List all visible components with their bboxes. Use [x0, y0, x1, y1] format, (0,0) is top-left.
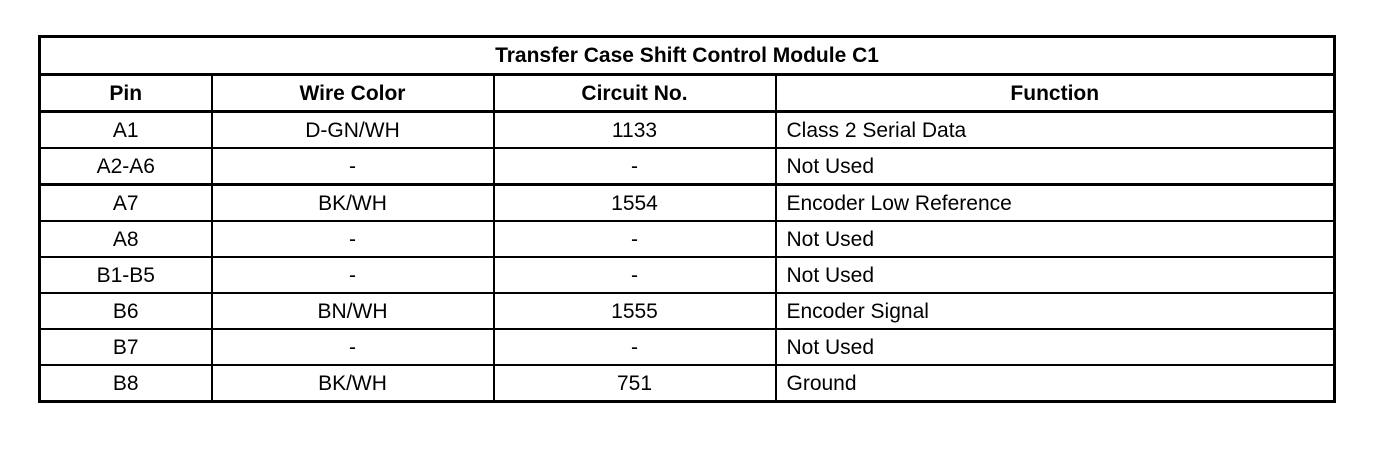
table-title: Transfer Case Shift Control Module C1 [40, 37, 1335, 75]
circuit-no-cell: 1133 [494, 112, 776, 149]
wire-color-cell: - [212, 257, 494, 293]
circuit-no-cell: 751 [494, 365, 776, 402]
connector-pinout-table [38, 35, 1336, 403]
pin-cell: A7 [40, 185, 212, 222]
wire-color-cell: - [212, 329, 494, 365]
pin-cell: B1-B5 [40, 257, 212, 293]
pin-cell: B6 [40, 293, 212, 329]
table-row [40, 185, 1335, 222]
pin-cell: A8 [40, 221, 212, 257]
function-cell: Not Used [776, 148, 1335, 185]
column-header-wire-color: Wire Color [212, 75, 494, 112]
wire-color-cell: BN/WH [212, 293, 494, 329]
function-cell: Not Used [776, 221, 1335, 257]
circuit-no-cell: - [494, 329, 776, 365]
pin-cell: B8 [40, 365, 212, 402]
wire-color-cell: BK/WH [212, 185, 494, 222]
circuit-no-cell: - [494, 148, 776, 185]
table-row [40, 293, 1335, 329]
circuit-no-cell: - [494, 257, 776, 293]
table-row [40, 221, 1335, 257]
table-row [40, 365, 1335, 402]
wire-color-cell: D-GN/WH [212, 112, 494, 149]
table-row [40, 112, 1335, 149]
circuit-no-cell: - [494, 221, 776, 257]
column-header-function: Function [776, 75, 1335, 112]
column-header-circuit-no: Circuit No. [494, 75, 776, 112]
table-row [40, 257, 1335, 293]
table-row [40, 329, 1335, 365]
table-title-row [40, 37, 1335, 75]
wire-color-cell: - [212, 148, 494, 185]
function-cell: Not Used [776, 257, 1335, 293]
function-cell: Encoder Low Reference [776, 185, 1335, 222]
function-cell: Ground [776, 365, 1335, 402]
function-cell: Class 2 Serial Data [776, 112, 1335, 149]
wire-color-cell: BK/WH [212, 365, 494, 402]
column-header-pin: Pin [40, 75, 212, 112]
circuit-no-cell: 1555 [494, 293, 776, 329]
circuit-no-cell: 1554 [494, 185, 776, 222]
pin-cell: A2-A6 [40, 148, 212, 185]
table-header-row [40, 75, 1335, 112]
pin-cell: B7 [40, 329, 212, 365]
table-row [40, 148, 1335, 185]
wire-color-cell: - [212, 221, 494, 257]
function-cell: Not Used [776, 329, 1335, 365]
function-cell: Encoder Signal [776, 293, 1335, 329]
pin-cell: A1 [40, 112, 212, 149]
